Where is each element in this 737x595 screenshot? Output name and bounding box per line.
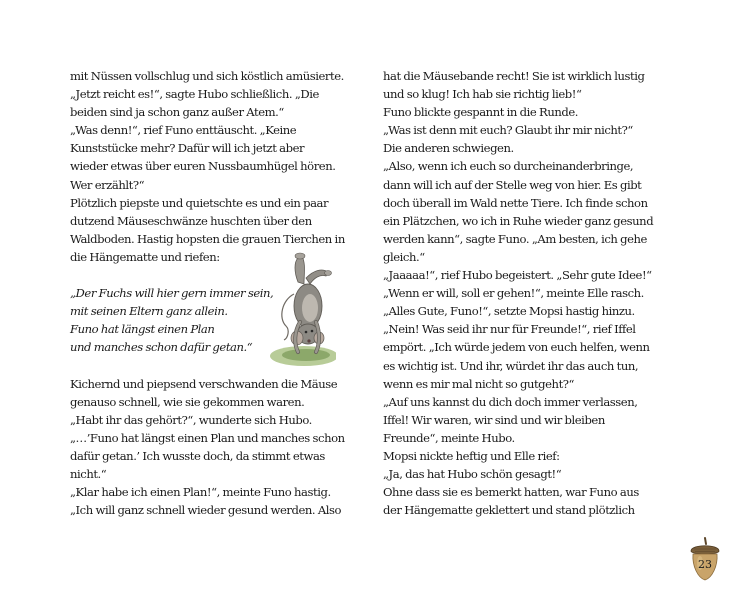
text-line: „Habt ihr das gehört?“, wunderte sich Hubo. <box>70 412 312 427</box>
text-line: mit Nüssen vollschlug und sich köstlich amüsierte. <box>70 69 344 83</box>
poem-line: und manches schon dafür getan.“ <box>70 340 253 355</box>
text-line: „Jetzt reicht es!“, sagte Hubo schließlich. „Die <box>70 87 319 102</box>
handstand-mouse-icon <box>264 248 336 370</box>
text-line: Mopsi nickte heftig und Elle rief: <box>383 448 560 463</box>
text-line: genauso schnell, wie sie gekommen waren. <box>70 394 305 409</box>
text-line: Waldboden. Hastig hopsten die grauen Tierchen in <box>70 231 345 246</box>
text-line: beiden sind ja schon ganz außer Atem.“ <box>70 105 284 120</box>
poem-line: „Der Fuchs will hier gern immer sein, <box>70 286 274 301</box>
text-line: wieder etwas über euren Nussbaumhügel hören. <box>70 159 336 174</box>
text-line: Ohne dass sie es bemerkt hatten, war Funo aus <box>383 485 639 500</box>
text-line: „…’Funo hat längst einen Plan und manches schon <box>70 430 345 445</box>
text-line: „Wenn er will, soll er gehen!“, meinte Elle rasch. <box>383 286 644 301</box>
text-line: Funo blickte gespannt in die Runde. <box>383 105 578 120</box>
poem-line: Funo hat längst einen Plan <box>70 322 215 337</box>
text-line: dafür getan.’ Ich wusste doch, da stimmt etwas <box>70 448 325 463</box>
text-line: Kunststücke mehr? Dafür will ich jetzt aber <box>70 141 305 156</box>
text-line: und so klug! Ich hab sie richtig lieb!“ <box>383 87 582 102</box>
text-line: ein Plätzchen, wo ich in Ruhe wieder ganz gesund <box>383 213 654 228</box>
text-line: Die anderen schwiegen. <box>383 141 514 156</box>
text-line: die Hängematte und riefen: <box>70 249 220 264</box>
text-line: „Klar habe ich einen Plan!“, meinte Funo hastig. <box>70 485 331 500</box>
text-line: Kichernd und piepsend verschwanden die Mäuse <box>70 376 338 391</box>
page-number-badge <box>686 536 724 582</box>
text-line: „Also, wenn ich euch so durcheinanderbringe, <box>383 159 634 174</box>
text-line: „Ja, das hat Hubo schön gesagt!“ <box>383 467 562 482</box>
text-line: werden kann“, sagte Funo. „Am besten, ich gehe <box>383 231 647 246</box>
text-line: nicht.“ <box>70 467 107 482</box>
text-line: Wer erzählt?“ <box>70 177 145 192</box>
text-line: „Nein! Was seid ihr nur für Freunde!“, rief Iffel <box>383 322 636 337</box>
text-line: der Hängematte geklettert und stand plötzlich <box>383 503 635 518</box>
text-line: empört. „Ich würde jedem von euch helfen, wenn <box>383 340 650 355</box>
text-line: Freunde“, meinte Hubo. <box>383 430 515 445</box>
text-line: „Was denn!“, rief Funo enttäuscht. „Keine <box>70 123 297 138</box>
text-line: „Alles Gute, Funo!“, setzte Mopsi hastig hinzu. <box>383 304 635 319</box>
text-line: „Auf uns kannst du dich doch immer verlassen, <box>383 394 638 409</box>
text-line: wenn es mir mal nicht so gutgeht?“ <box>383 376 575 391</box>
text-line: es wichtig ist. Und ihr, würdet ihr das auch tun, <box>383 358 639 373</box>
text-line: „Ich will ganz schnell wieder gesund werden. Also <box>70 503 342 518</box>
text-line: Iffel! Wir waren, wir sind und wir bleiben <box>383 412 605 427</box>
page-number: 23 <box>698 558 712 571</box>
text-line: hat die Mäusebande recht! Sie ist wirklich lustig <box>383 69 645 83</box>
text-line: dann will ich auf der Stelle weg von hier. Es gibt <box>383 177 642 192</box>
text-line: doch überall im Wald nette Tiere. Ich finde schon <box>383 195 648 210</box>
poem-line: mit seinen Eltern ganz allein. <box>70 304 228 319</box>
text-line: „Jaaaaa!“, rief Hubo begeistert. „Sehr gute Idee!“ <box>383 268 652 283</box>
text-line: Plötzlich piepste und quietschte es und ein paar <box>70 195 329 210</box>
text-line: dutzend Mäuseschwänze huschten über den <box>70 213 312 228</box>
right-column <box>383 67 673 519</box>
text-line: „Was ist denn mit euch? Glaubt ihr mir nicht?“ <box>383 123 633 138</box>
text-line: gleich.“ <box>383 249 425 264</box>
